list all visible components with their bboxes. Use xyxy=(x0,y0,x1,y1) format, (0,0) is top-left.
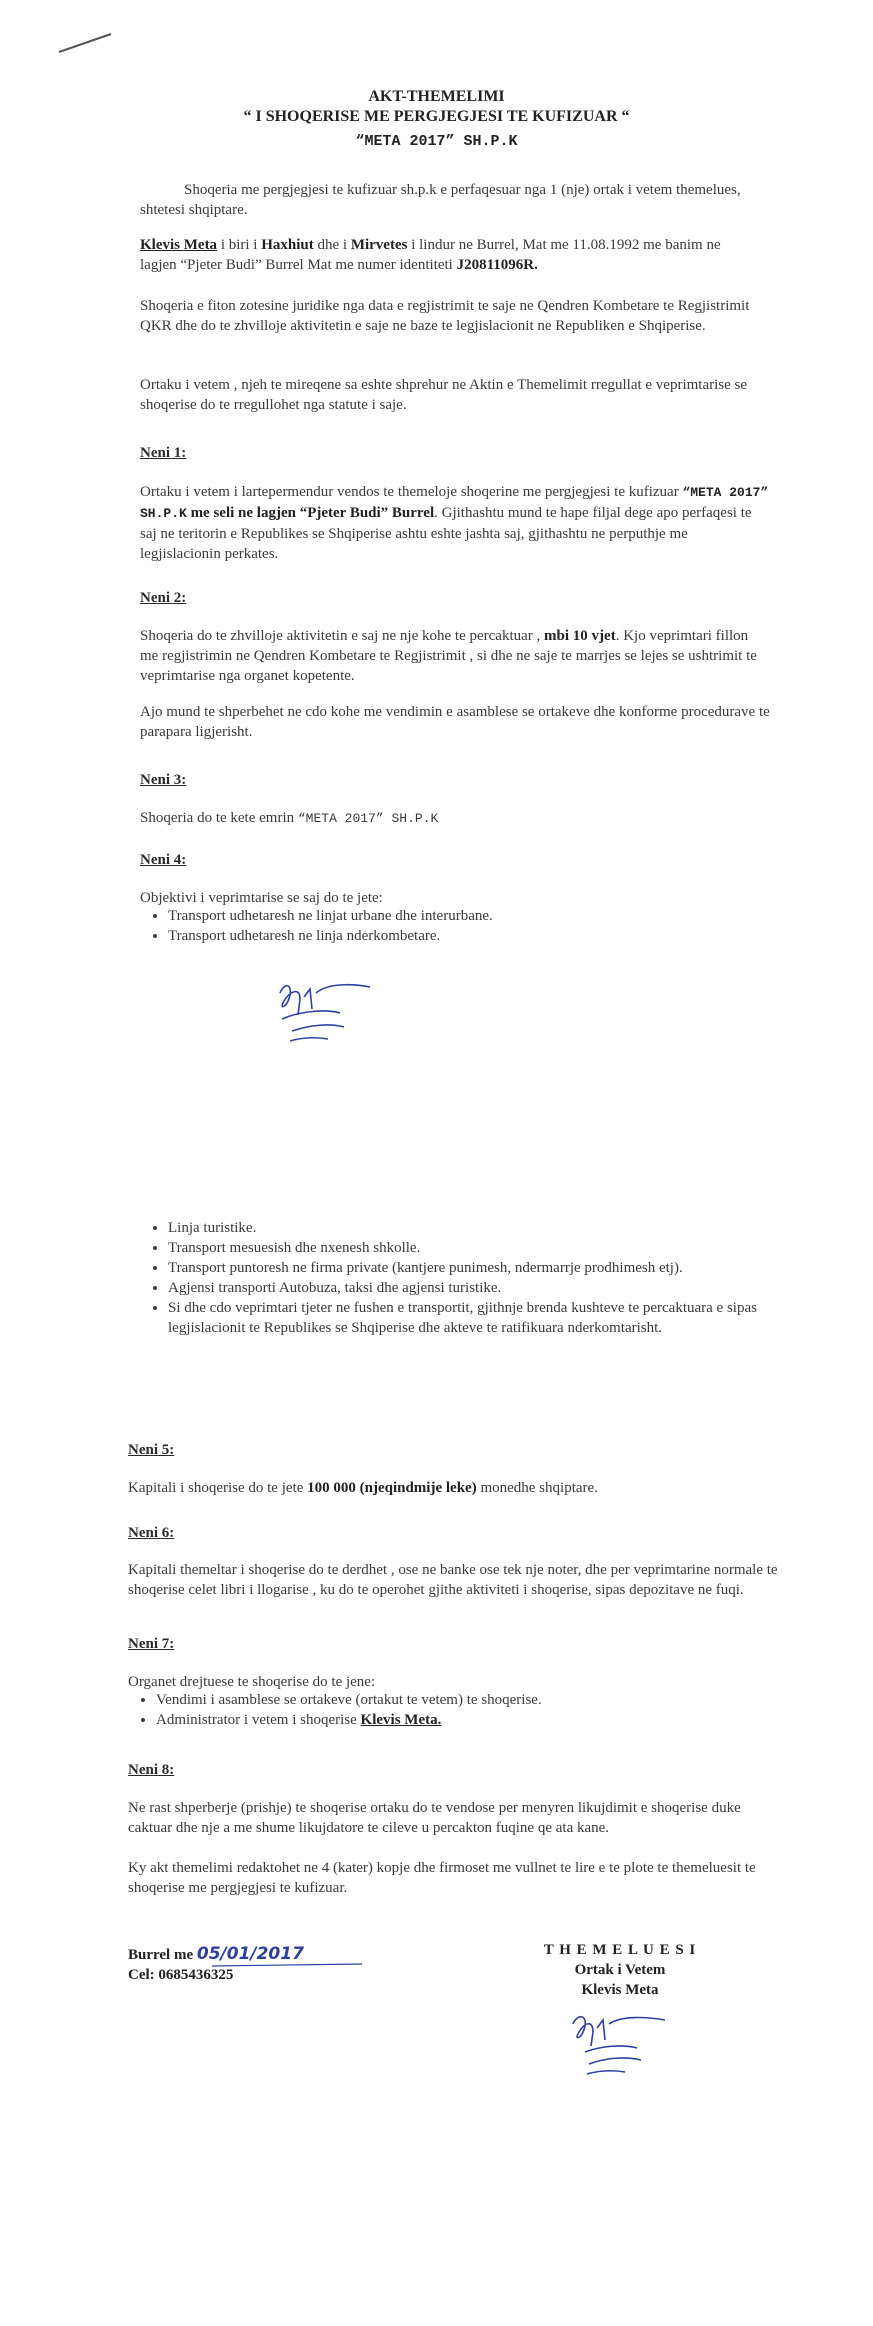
neni-4-heading: Neni 4: xyxy=(140,852,187,868)
doc-title: AKT-THEMELIMI xyxy=(368,88,505,105)
footer-place-date: Burrel me 05/01/2017 xyxy=(128,1944,304,1964)
founder-name-footer: Klevis Meta xyxy=(581,1982,659,1998)
list-item: • Transport puntoresh ne firma private (kantjere punimesh, ndermarrje prodhimesh etj). xyxy=(168,1258,780,1278)
neni-2-text: Shoqeria do te zhvilloje aktivitetin e saj ne nje kohe te percaktuar , mbi 10 vjet. Kjo veprimtari fillon me regjistrimin ne Qendren Kombetare te Regjistrimit , si dhe ne saje te marrjes se lejes se ushtrimit te veprimtarise nga organet kopetente. xyxy=(140,628,757,684)
intro-paragraph: Shoqeria me pergjegjesi te kufizuar sh.p.k e perfaqesuar nga 1 (nje) ortak i vetem themelues, shtetesi shqiptare. xyxy=(140,182,741,218)
founder-id: J20811096R. xyxy=(456,257,538,273)
doc-company-title: “META 2017” SH.P.K xyxy=(355,133,518,150)
neni-4-list xyxy=(140,906,770,946)
list-item: • Vendimi i asamblese se ortakeve (ortakut te vetem) te shoqerise. xyxy=(156,1690,778,1710)
neni-7-list xyxy=(128,1690,778,1730)
neni-5-heading: Neni 5: xyxy=(128,1442,175,1458)
list-item: • Transport udhetaresh ne linja nderkombetare. xyxy=(168,926,770,946)
founder-role-2: Ortak i Vetem xyxy=(574,1962,666,1978)
neni-8-text: Ne rast shperberje (prishje) te shoqerise ortaku do te vendose per menyren likujdimit e shoqerise duke caktuar dhe nje a me shume likujdatore te cileve u percakton fuqine qe ata kane. xyxy=(128,1800,741,1836)
neni-3-text: Shoqeria do te kete emrin “META 2017” SH.P.K xyxy=(140,810,439,826)
neni-1-text: Ortaku i vetem i lartepermendur vendos te themeloje shoqerine me pergjegjesi te kufizuar “META 2017” SH.P.K me seli ne lagjen “Pjeter Budi” Burrel. Gjithashtu mund te hape filjal dege apo perfaqesi te saj ne teritorin e Republikes se Shqiperise ashtu eshte jashta saj, gjithashtu ne perputhje me legjislacionin perkates. xyxy=(140,484,769,562)
document-page-2 xyxy=(0,1150,873,2326)
legal-paragraph: Shoqeria e fiton zotesine juridike nga data e regjistrimit te saje ne Qendren Kombetare te Regjistrimit QKR dhe do te zhvilloje aktivitetin e saje ne baze te legjislacionit ne Republiken e Shqiperise. xyxy=(140,298,750,334)
neni-5-text: Kapitali i shoqerise do te jete 100 000 (njeqindmije leke) monedhe shqiptare. xyxy=(128,1480,598,1496)
will-paragraph: Ortaku i vetem , njeh te mireqene sa eshte shprehur ne Aktin e Themelimit rregullat e veprimtarise se shoqerise do te rregullohet nga statute i saje. xyxy=(140,377,748,413)
continued-activity-list xyxy=(140,1218,780,1338)
founder-paragraph: Klevis Meta i biri i Haxhiut dhe i Mirvetes i lindur ne Burrel, Mat me 11.08.1992 me banim ne lagjen “Pjeter Budi” Burrel Mat me numer identiteti J20811096R. xyxy=(140,237,721,273)
document-page-1 xyxy=(0,0,873,1150)
neni-7-intro: Organet drejtuese te shoqerise do te jene: xyxy=(128,1674,376,1690)
neni-8-text-2: Ky akt themelimi redaktohet ne 4 (kater) kopje dhe firmoset me vullnet te lire e te plote te themeluesit te shoqerise me pergjegjesi te kufizuar. xyxy=(128,1860,756,1896)
neni-8-heading: Neni 8: xyxy=(128,1762,175,1778)
list-item: • Agjensi transporti Autobuza, taksi dhe agjensi turistike. xyxy=(168,1278,780,1298)
list-item: • Administrator i vetem i shoqerise Klevis Meta. xyxy=(156,1710,778,1730)
founder-role: T H E M E L U E S I xyxy=(543,1942,697,1958)
list-item: • Linja turistike. xyxy=(168,1218,780,1238)
signature-initials-page-1 xyxy=(270,975,380,1055)
neni-1-heading: Neni 1: xyxy=(140,445,187,461)
neni-3-heading: Neni 3: xyxy=(140,772,187,788)
doc-subtitle: “ I SHOQERISE ME PERGJEGJESI TE KUFIZUAR “ xyxy=(243,108,630,125)
neni-6-heading: Neni 6: xyxy=(128,1525,175,1541)
neni-2-text-2: Ajo mund te shperbehet ne cdo kohe me vendimin e asamblese se ortakeve dhe konforme procedurave te parapara ligjerisht. xyxy=(140,704,770,740)
administrator-name: Klevis Meta. xyxy=(360,1712,442,1728)
neni-4-intro: Objektivi i veprimtarise se saj do te jete: xyxy=(140,890,383,906)
handwritten-date: 05/01/2017 xyxy=(196,1944,304,1964)
founder-signature xyxy=(565,2010,675,2090)
list-item: • Transport mesuesish dhe nxenesh shkolle. xyxy=(168,1238,780,1258)
footer-phone: Cel: 0685436325 xyxy=(128,1967,234,1983)
neni-7-heading: Neni 7: xyxy=(128,1636,175,1652)
neni-2-heading: Neni 2: xyxy=(140,590,187,606)
list-item: • Si dhe cdo veprimtari tjeter ne fushen e transportit, gjithnje brenda kushteve te percaktuara e sipas legjislacionit te Republikes se Shqiperise dhe akteve te ratifikuara nderkomtarisht. xyxy=(168,1298,780,1338)
pen-scratch-mark xyxy=(55,28,115,58)
neni-6-text: Kapitali themeltar i shoqerise do te derdhet , ose ne banke ose tek nje noter, dhe per veprimtarine normale te shoqerise celet libri i llogarise , ku do te operohet gjithe aktiviteti i shoqerise, sipas depozitave ne fuqi. xyxy=(128,1562,778,1598)
founder-name: Klevis Meta xyxy=(140,237,218,253)
list-item: • Transport udhetaresh ne linjat urbane dhe interurbane. xyxy=(168,906,770,926)
